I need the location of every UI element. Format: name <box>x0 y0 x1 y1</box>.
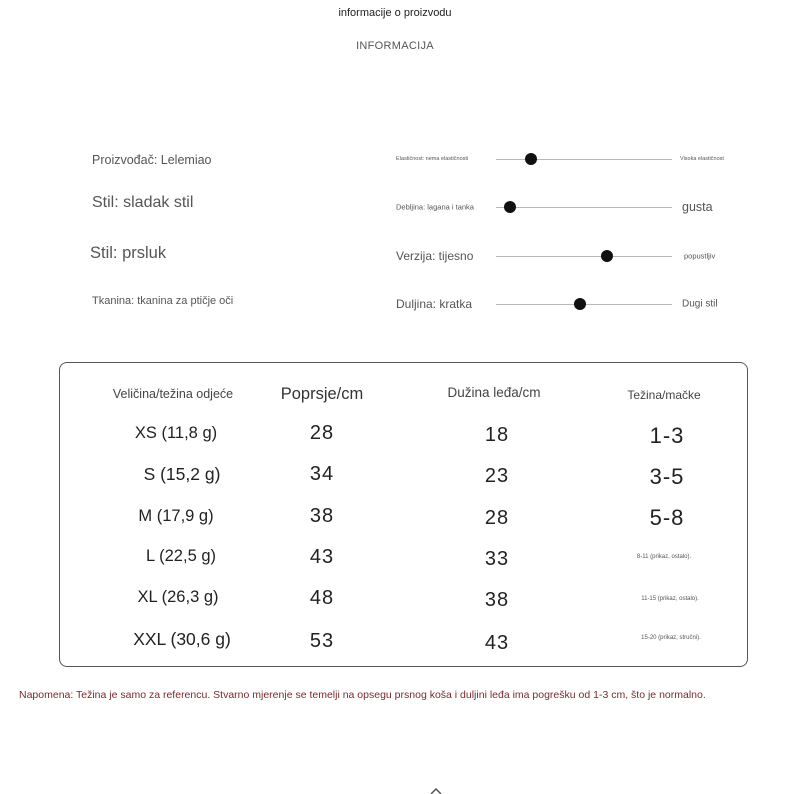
table-cell-size: XS (11,8 g) <box>134 424 218 442</box>
attribute-cut: Stil: prsluk <box>90 244 167 262</box>
table-header: Poprsje/cm <box>280 385 364 403</box>
slider-thumb <box>504 201 516 213</box>
section-subtitle: INFORMACIJA <box>356 40 434 52</box>
slider-fit <box>396 246 726 266</box>
table-cell-chest: 34 <box>309 463 335 485</box>
bottom-arrow-icon <box>430 788 442 794</box>
slider-left-label: Debljina: lagana i tanka <box>396 202 474 212</box>
table-header: Težina/mačke <box>627 388 701 402</box>
attribute-manufacturer: Proizvođač: Lelemiao <box>92 153 212 167</box>
slider-length <box>396 294 726 314</box>
table-cell-back: 38 <box>484 589 510 611</box>
table-cell-chest: 38 <box>309 505 335 527</box>
slider-track <box>496 256 672 257</box>
slider-track <box>496 207 672 208</box>
table-cell-back: 33 <box>484 548 510 570</box>
table-cell-weight: 5-8 <box>649 505 685 530</box>
table-cell-size: M (17,9 g) <box>138 507 214 525</box>
table-cell-back: 28 <box>484 507 510 529</box>
size-note: Napomena: Težina je samo za referencu. Stvarno mjerenje se temelji na opsegu prsnog koša i duljini leđa ima pogrešku od 1-3 cm, što je normalno. <box>19 689 706 701</box>
table-cell-size: XXL (30,6 g) <box>133 629 231 649</box>
table-cell-chest: 28 <box>309 422 335 444</box>
table-cell-weight: 3-5 <box>649 464 685 489</box>
slider-right-label: popustljiv <box>684 251 716 261</box>
table-cell-weight: 15-20 (prikaz, stručni). <box>641 635 701 641</box>
table-cell-back: 43 <box>484 632 510 654</box>
slider-thickness <box>396 197 726 217</box>
table-cell-size: L (22,5 g) <box>145 547 217 565</box>
table-header: Dužina leđa/cm <box>447 385 541 400</box>
slider-left-label: Elastičnost: nema elastičnosti <box>396 156 469 162</box>
slider-track <box>496 159 672 160</box>
table-cell-back: 18 <box>484 424 510 446</box>
page-title: informacije o proizvodu <box>338 7 452 19</box>
slider-left-label: Duljina: kratka <box>396 297 473 311</box>
slider-left-label: Verzija: tijesno <box>396 249 474 263</box>
slider-thumb <box>525 153 537 165</box>
table-cell-weight: 11-15 (prikaz, ostalo). <box>641 596 699 602</box>
slider-right-label: Dugi stil <box>682 298 718 310</box>
table-cell-chest: 48 <box>309 587 335 609</box>
slider-elasticity <box>396 149 726 169</box>
slider-thumb <box>601 250 613 262</box>
table-cell-size: XL (26,3 g) <box>137 588 219 606</box>
table-cell-chest: 43 <box>309 546 335 568</box>
slider-right-label: Visoka elastičnost <box>680 156 724 162</box>
table-cell-chest: 53 <box>309 630 335 652</box>
table-cell-size: S (15,2 g) <box>143 464 221 484</box>
table-cell-weight: 8-11 (prikaz, ostalo). <box>636 554 692 560</box>
attribute-fabric: Tkanina: tkanina za ptičje oči <box>92 295 234 307</box>
table-header: Veličina/težina odjeće <box>112 387 234 401</box>
size-table <box>59 362 748 667</box>
slider-thumb <box>574 298 586 310</box>
attribute-style: Stil: sladak stil <box>92 194 194 211</box>
table-cell-weight: 1-3 <box>649 423 685 448</box>
slider-right-label: gusta <box>682 200 713 214</box>
table-cell-back: 23 <box>484 465 510 487</box>
